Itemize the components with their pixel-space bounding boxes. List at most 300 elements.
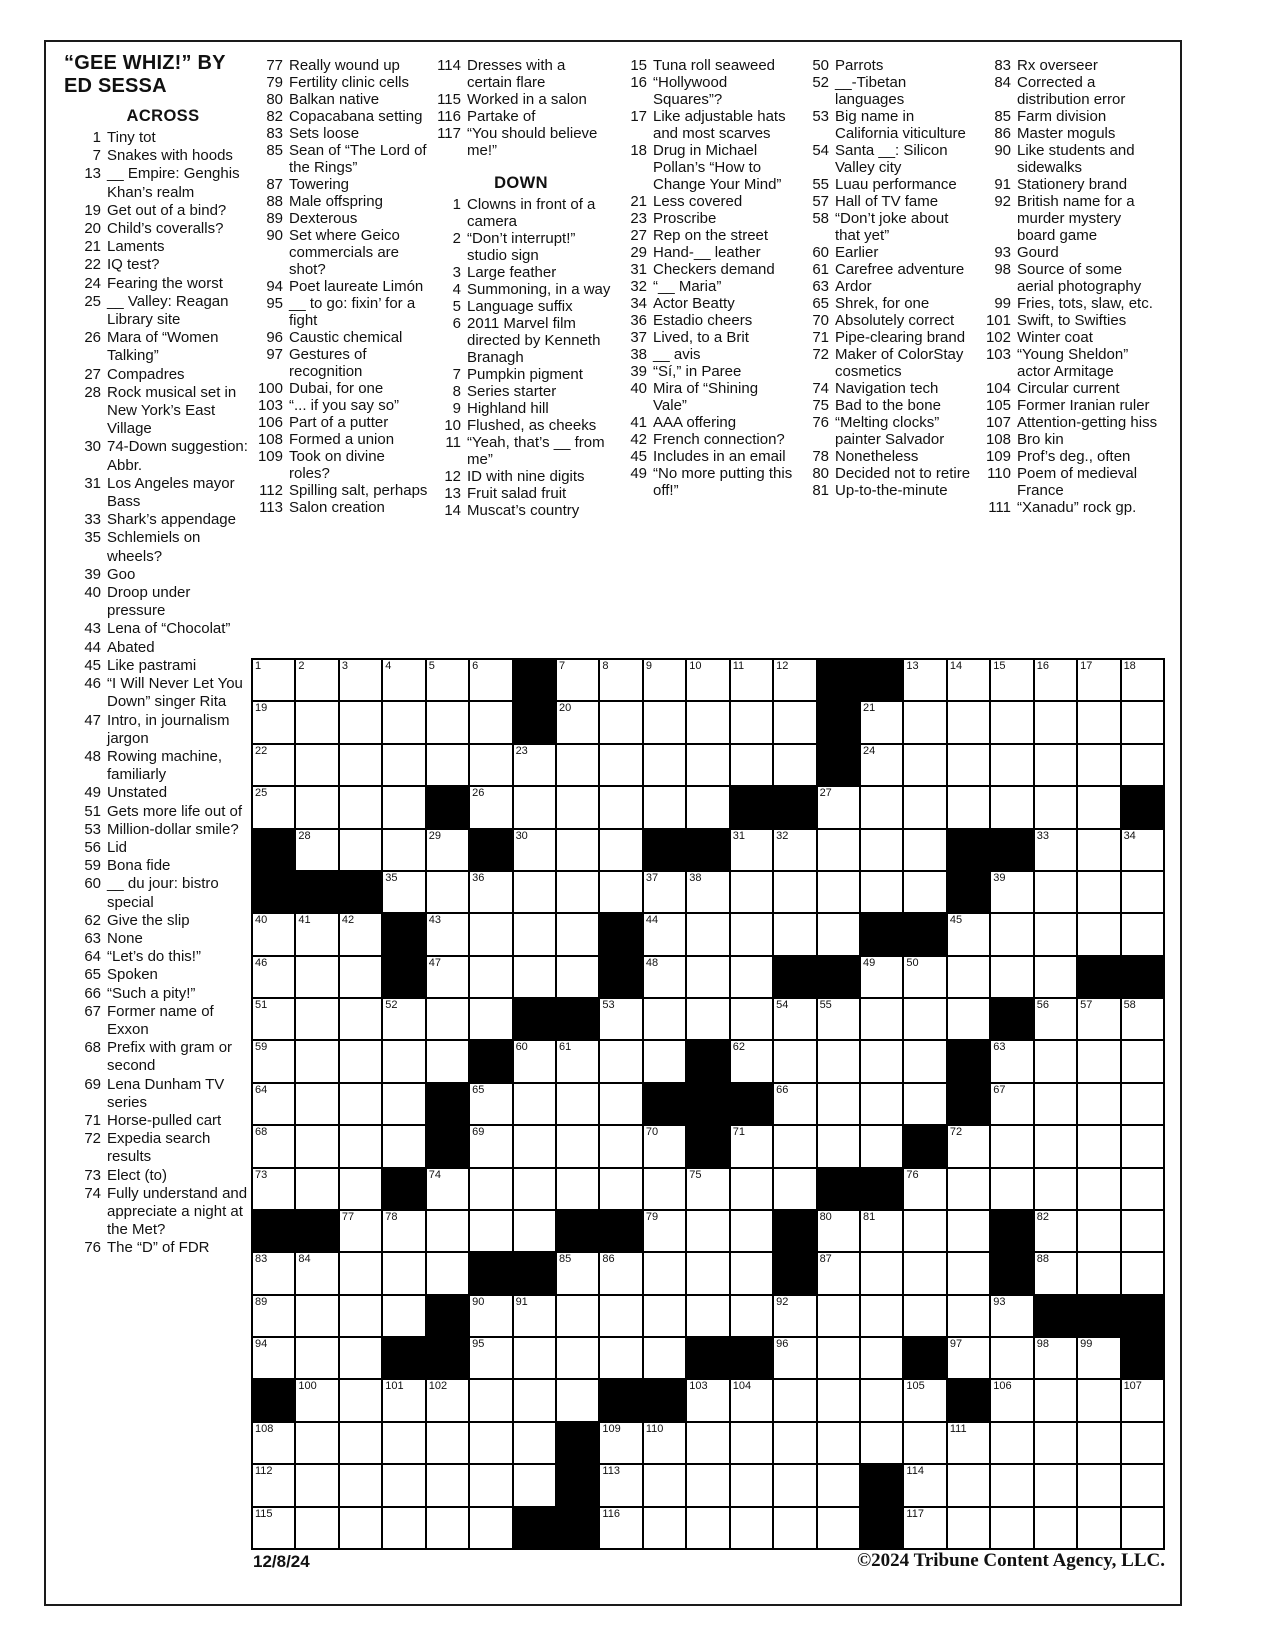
grid-cell[interactable] xyxy=(774,1296,815,1336)
grid-cell[interactable] xyxy=(948,660,989,700)
grid-cell[interactable] xyxy=(774,702,815,742)
grid-cell[interactable] xyxy=(1122,1465,1163,1505)
grid-cell[interactable] xyxy=(470,957,511,997)
grid-cell[interactable] xyxy=(904,1084,945,1124)
grid-cell[interactable] xyxy=(861,830,902,870)
grid-cell[interactable] xyxy=(470,1380,511,1420)
grid-cell[interactable] xyxy=(383,1423,424,1463)
grid-cell[interactable] xyxy=(861,1423,902,1463)
grid-cell[interactable] xyxy=(470,1423,511,1463)
grid-cell[interactable] xyxy=(427,999,468,1039)
grid-cell[interactable] xyxy=(774,1084,815,1124)
grid-cell[interactable] xyxy=(644,1211,685,1251)
grid-cell[interactable] xyxy=(904,1296,945,1336)
grid-cell[interactable] xyxy=(427,1508,468,1548)
grid-cell[interactable] xyxy=(731,914,772,954)
grid-cell[interactable] xyxy=(340,660,381,700)
grid-cell[interactable] xyxy=(644,1296,685,1336)
grid-cell[interactable] xyxy=(253,1169,294,1209)
grid-cell[interactable] xyxy=(383,1465,424,1505)
grid-cell[interactable] xyxy=(340,1084,381,1124)
grid-cell[interactable] xyxy=(296,1084,337,1124)
grid-cell[interactable] xyxy=(340,1465,381,1505)
grid-cell[interactable] xyxy=(1122,1508,1163,1548)
grid-cell[interactable] xyxy=(383,1126,424,1166)
grid-cell[interactable] xyxy=(861,1084,902,1124)
grid-cell[interactable] xyxy=(818,1423,859,1463)
grid-cell[interactable] xyxy=(514,1084,555,1124)
grid-cell[interactable] xyxy=(427,1380,468,1420)
grid-cell[interactable] xyxy=(340,1338,381,1378)
grid-cell[interactable] xyxy=(644,1041,685,1081)
grid-cell[interactable] xyxy=(687,702,728,742)
grid-cell[interactable] xyxy=(991,702,1032,742)
grid-cell[interactable] xyxy=(818,1296,859,1336)
grid-cell[interactable] xyxy=(774,914,815,954)
grid-cell[interactable] xyxy=(340,999,381,1039)
grid-cell[interactable] xyxy=(991,1169,1032,1209)
grid-cell[interactable] xyxy=(383,830,424,870)
grid-cell[interactable] xyxy=(861,1338,902,1378)
grid-cell[interactable] xyxy=(1035,1126,1076,1166)
grid-cell[interactable] xyxy=(991,1423,1032,1463)
grid-cell[interactable] xyxy=(818,914,859,954)
grid-cell[interactable] xyxy=(296,1508,337,1548)
grid-cell[interactable] xyxy=(1122,1423,1163,1463)
grid-cell[interactable] xyxy=(296,914,337,954)
grid-cell[interactable] xyxy=(1035,957,1076,997)
grid-cell[interactable] xyxy=(818,1508,859,1548)
grid-cell[interactable] xyxy=(296,745,337,785)
grid-cell[interactable] xyxy=(861,745,902,785)
grid-cell[interactable] xyxy=(861,1211,902,1251)
grid-cell[interactable] xyxy=(644,914,685,954)
grid-cell[interactable] xyxy=(340,1253,381,1293)
grid-cell[interactable] xyxy=(427,660,468,700)
grid-cell[interactable] xyxy=(296,1465,337,1505)
grid-cell[interactable] xyxy=(687,872,728,912)
grid-cell[interactable] xyxy=(861,1253,902,1293)
grid-cell[interactable] xyxy=(600,1169,641,1209)
grid-cell[interactable] xyxy=(1122,1169,1163,1209)
grid-cell[interactable] xyxy=(427,914,468,954)
grid-cell[interactable] xyxy=(991,914,1032,954)
grid-cell[interactable] xyxy=(774,1126,815,1166)
grid-cell[interactable] xyxy=(253,787,294,827)
grid-cell[interactable] xyxy=(818,999,859,1039)
grid-cell[interactable] xyxy=(991,1084,1032,1124)
grid-cell[interactable] xyxy=(1122,1084,1163,1124)
grid-cell[interactable] xyxy=(470,1296,511,1336)
grid-cell[interactable] xyxy=(1035,745,1076,785)
grid-cell[interactable] xyxy=(774,660,815,700)
grid-cell[interactable] xyxy=(731,1465,772,1505)
grid-cell[interactable] xyxy=(514,957,555,997)
grid-cell[interactable] xyxy=(470,1211,511,1251)
grid-cell[interactable] xyxy=(1078,660,1119,700)
grid-cell[interactable] xyxy=(383,1508,424,1548)
grid-cell[interactable] xyxy=(904,702,945,742)
grid-cell[interactable] xyxy=(731,1380,772,1420)
grid-cell[interactable] xyxy=(600,787,641,827)
grid-cell[interactable] xyxy=(644,745,685,785)
grid-cell[interactable] xyxy=(340,787,381,827)
grid-cell[interactable] xyxy=(687,1508,728,1548)
grid-cell[interactable] xyxy=(818,1338,859,1378)
grid-cell[interactable] xyxy=(340,830,381,870)
grid-cell[interactable] xyxy=(861,1126,902,1166)
grid-cell[interactable] xyxy=(600,999,641,1039)
grid-cell[interactable] xyxy=(644,957,685,997)
grid-cell[interactable] xyxy=(427,745,468,785)
grid-cell[interactable] xyxy=(904,660,945,700)
grid-cell[interactable] xyxy=(427,1423,468,1463)
grid-cell[interactable] xyxy=(557,1126,598,1166)
grid-cell[interactable] xyxy=(1122,660,1163,700)
grid-cell[interactable] xyxy=(383,1296,424,1336)
grid-cell[interactable] xyxy=(774,872,815,912)
grid-cell[interactable] xyxy=(644,1169,685,1209)
grid-cell[interactable] xyxy=(1035,1508,1076,1548)
grid-cell[interactable] xyxy=(774,1465,815,1505)
grid-cell[interactable] xyxy=(296,1041,337,1081)
grid-cell[interactable] xyxy=(1035,660,1076,700)
grid-cell[interactable] xyxy=(470,872,511,912)
grid-cell[interactable] xyxy=(774,1380,815,1420)
grid-cell[interactable] xyxy=(600,1126,641,1166)
grid-cell[interactable] xyxy=(948,1126,989,1166)
grid-cell[interactable] xyxy=(296,999,337,1039)
grid-cell[interactable] xyxy=(470,914,511,954)
grid-cell[interactable] xyxy=(514,1338,555,1378)
grid-cell[interactable] xyxy=(991,1296,1032,1336)
grid-cell[interactable] xyxy=(1122,999,1163,1039)
grid-cell[interactable] xyxy=(687,1465,728,1505)
grid-cell[interactable] xyxy=(253,1338,294,1378)
grid-cell[interactable] xyxy=(948,1253,989,1293)
grid-cell[interactable] xyxy=(514,1380,555,1420)
grid-cell[interactable] xyxy=(514,787,555,827)
grid-cell[interactable] xyxy=(731,1508,772,1548)
grid-cell[interactable] xyxy=(904,1169,945,1209)
grid-cell[interactable] xyxy=(600,702,641,742)
grid-cell[interactable] xyxy=(296,787,337,827)
grid-cell[interactable] xyxy=(818,787,859,827)
grid-cell[interactable] xyxy=(340,914,381,954)
grid-cell[interactable] xyxy=(731,1211,772,1251)
grid-cell[interactable] xyxy=(253,1465,294,1505)
grid-cell[interactable] xyxy=(557,1041,598,1081)
grid-cell[interactable] xyxy=(818,830,859,870)
grid-cell[interactable] xyxy=(904,1423,945,1463)
grid-cell[interactable] xyxy=(600,1296,641,1336)
grid-cell[interactable] xyxy=(1035,1041,1076,1081)
grid-cell[interactable] xyxy=(340,1126,381,1166)
grid-cell[interactable] xyxy=(948,914,989,954)
grid-cell[interactable] xyxy=(731,957,772,997)
grid-cell[interactable] xyxy=(644,787,685,827)
grid-cell[interactable] xyxy=(687,1253,728,1293)
grid-cell[interactable] xyxy=(774,1338,815,1378)
grid-cell[interactable] xyxy=(514,1126,555,1166)
grid-cell[interactable] xyxy=(427,702,468,742)
grid-cell[interactable] xyxy=(1035,1169,1076,1209)
grid-cell[interactable] xyxy=(1122,1041,1163,1081)
grid-cell[interactable] xyxy=(470,1169,511,1209)
grid-cell[interactable] xyxy=(470,999,511,1039)
grid-cell[interactable] xyxy=(644,1423,685,1463)
grid-cell[interactable] xyxy=(253,914,294,954)
grid-cell[interactable] xyxy=(383,1380,424,1420)
grid-cell[interactable] xyxy=(427,830,468,870)
grid-cell[interactable] xyxy=(340,957,381,997)
grid-cell[interactable] xyxy=(687,1296,728,1336)
grid-cell[interactable] xyxy=(1122,830,1163,870)
grid-cell[interactable] xyxy=(1035,787,1076,827)
grid-cell[interactable] xyxy=(340,1169,381,1209)
grid-cell[interactable] xyxy=(1078,1041,1119,1081)
grid-cell[interactable] xyxy=(1035,999,1076,1039)
grid-cell[interactable] xyxy=(340,702,381,742)
grid-cell[interactable] xyxy=(600,1423,641,1463)
grid-cell[interactable] xyxy=(557,702,598,742)
grid-cell[interactable] xyxy=(340,745,381,785)
grid-cell[interactable] xyxy=(253,1041,294,1081)
grid-cell[interactable] xyxy=(600,660,641,700)
grid-cell[interactable] xyxy=(1078,872,1119,912)
grid-cell[interactable] xyxy=(1035,872,1076,912)
grid-cell[interactable] xyxy=(557,1296,598,1336)
grid-cell[interactable] xyxy=(557,1338,598,1378)
grid-cell[interactable] xyxy=(557,660,598,700)
grid-cell[interactable] xyxy=(644,999,685,1039)
grid-cell[interactable] xyxy=(687,660,728,700)
grid-cell[interactable] xyxy=(687,999,728,1039)
grid-cell[interactable] xyxy=(904,1380,945,1420)
grid-cell[interactable] xyxy=(253,1084,294,1124)
grid-cell[interactable] xyxy=(253,1423,294,1463)
grid-cell[interactable] xyxy=(1035,914,1076,954)
grid-cell[interactable] xyxy=(948,1169,989,1209)
grid-cell[interactable] xyxy=(1122,1211,1163,1251)
grid-cell[interactable] xyxy=(253,1126,294,1166)
grid-cell[interactable] xyxy=(1035,1253,1076,1293)
grid-cell[interactable] xyxy=(514,1465,555,1505)
grid-cell[interactable] xyxy=(1122,1126,1163,1166)
grid-cell[interactable] xyxy=(904,872,945,912)
grid-cell[interactable] xyxy=(687,745,728,785)
grid-cell[interactable] xyxy=(600,1465,641,1505)
grid-cell[interactable] xyxy=(1122,872,1163,912)
grid-cell[interactable] xyxy=(427,1169,468,1209)
grid-cell[interactable] xyxy=(948,1508,989,1548)
grid-cell[interactable] xyxy=(383,702,424,742)
grid-cell[interactable] xyxy=(731,830,772,870)
grid-cell[interactable] xyxy=(774,999,815,1039)
grid-cell[interactable] xyxy=(861,999,902,1039)
grid-cell[interactable] xyxy=(1122,914,1163,954)
grid-cell[interactable] xyxy=(514,1296,555,1336)
grid-cell[interactable] xyxy=(687,957,728,997)
grid-cell[interactable] xyxy=(1078,830,1119,870)
grid-cell[interactable] xyxy=(296,702,337,742)
grid-cell[interactable] xyxy=(644,872,685,912)
grid-cell[interactable] xyxy=(514,914,555,954)
grid-cell[interactable] xyxy=(1035,1338,1076,1378)
grid-cell[interactable] xyxy=(1122,702,1163,742)
grid-cell[interactable] xyxy=(731,1126,772,1166)
grid-cell[interactable] xyxy=(470,1508,511,1548)
grid-cell[interactable] xyxy=(818,872,859,912)
grid-cell[interactable] xyxy=(861,787,902,827)
grid-cell[interactable] xyxy=(818,1126,859,1166)
grid-cell[interactable] xyxy=(861,1296,902,1336)
grid-cell[interactable] xyxy=(470,745,511,785)
grid-cell[interactable] xyxy=(1122,1380,1163,1420)
grid-cell[interactable] xyxy=(991,787,1032,827)
grid-cell[interactable] xyxy=(383,660,424,700)
grid-cell[interactable] xyxy=(557,830,598,870)
grid-cell[interactable] xyxy=(687,1169,728,1209)
grid-cell[interactable] xyxy=(818,1211,859,1251)
grid-cell[interactable] xyxy=(861,1380,902,1420)
grid-cell[interactable] xyxy=(687,1380,728,1420)
grid-cell[interactable] xyxy=(861,702,902,742)
grid-cell[interactable] xyxy=(1035,1211,1076,1251)
grid-cell[interactable] xyxy=(948,1211,989,1251)
grid-cell[interactable] xyxy=(253,745,294,785)
grid-cell[interactable] xyxy=(1035,1084,1076,1124)
grid-cell[interactable] xyxy=(948,1338,989,1378)
grid-cell[interactable] xyxy=(340,1296,381,1336)
grid-cell[interactable] xyxy=(774,1169,815,1209)
grid-cell[interactable] xyxy=(514,1169,555,1209)
grid-cell[interactable] xyxy=(514,830,555,870)
grid-cell[interactable] xyxy=(470,1465,511,1505)
grid-cell[interactable] xyxy=(296,1423,337,1463)
grid-cell[interactable] xyxy=(253,1508,294,1548)
grid-cell[interactable] xyxy=(600,1084,641,1124)
grid-cell[interactable] xyxy=(644,1338,685,1378)
grid-cell[interactable] xyxy=(557,1169,598,1209)
grid-cell[interactable] xyxy=(427,957,468,997)
grid-cell[interactable] xyxy=(731,702,772,742)
grid-cell[interactable] xyxy=(557,1253,598,1293)
grid-cell[interactable] xyxy=(383,872,424,912)
grid-cell[interactable] xyxy=(731,999,772,1039)
grid-cell[interactable] xyxy=(557,787,598,827)
grid-cell[interactable] xyxy=(731,1296,772,1336)
grid-cell[interactable] xyxy=(818,1380,859,1420)
grid-cell[interactable] xyxy=(991,1041,1032,1081)
grid-cell[interactable] xyxy=(948,702,989,742)
grid-cell[interactable] xyxy=(600,830,641,870)
grid-cell[interactable] xyxy=(904,1211,945,1251)
grid-cell[interactable] xyxy=(991,1380,1032,1420)
grid-cell[interactable] xyxy=(600,1508,641,1548)
grid-cell[interactable] xyxy=(818,1041,859,1081)
grid-cell[interactable] xyxy=(557,914,598,954)
grid-cell[interactable] xyxy=(253,1253,294,1293)
grid-cell[interactable] xyxy=(514,1423,555,1463)
grid-cell[interactable] xyxy=(383,1211,424,1251)
grid-cell[interactable] xyxy=(427,1465,468,1505)
grid-cell[interactable] xyxy=(296,1296,337,1336)
grid-cell[interactable] xyxy=(1078,1338,1119,1378)
grid-cell[interactable] xyxy=(991,1126,1032,1166)
grid-cell[interactable] xyxy=(904,745,945,785)
grid-cell[interactable] xyxy=(296,830,337,870)
grid-cell[interactable] xyxy=(731,1169,772,1209)
grid-cell[interactable] xyxy=(600,1041,641,1081)
grid-cell[interactable] xyxy=(644,702,685,742)
grid-cell[interactable] xyxy=(1078,1380,1119,1420)
grid-cell[interactable] xyxy=(514,872,555,912)
grid-cell[interactable] xyxy=(818,1465,859,1505)
grid-cell[interactable] xyxy=(774,830,815,870)
grid-cell[interactable] xyxy=(427,872,468,912)
grid-cell[interactable] xyxy=(644,1508,685,1548)
grid-cell[interactable] xyxy=(904,1465,945,1505)
grid-cell[interactable] xyxy=(340,1041,381,1081)
grid-cell[interactable] xyxy=(253,660,294,700)
grid-cell[interactable] xyxy=(948,1423,989,1463)
grid-cell[interactable] xyxy=(383,1041,424,1081)
grid-cell[interactable] xyxy=(948,1296,989,1336)
grid-cell[interactable] xyxy=(774,1423,815,1463)
grid-cell[interactable] xyxy=(1078,1423,1119,1463)
grid-cell[interactable] xyxy=(514,1211,555,1251)
grid-cell[interactable] xyxy=(1078,1508,1119,1548)
grid-cell[interactable] xyxy=(904,830,945,870)
grid-cell[interactable] xyxy=(557,957,598,997)
grid-cell[interactable] xyxy=(1035,830,1076,870)
grid-cell[interactable] xyxy=(296,957,337,997)
grid-cell[interactable] xyxy=(991,1338,1032,1378)
grid-cell[interactable] xyxy=(600,745,641,785)
grid-cell[interactable] xyxy=(948,1465,989,1505)
grid-cell[interactable] xyxy=(600,1253,641,1293)
grid-cell[interactable] xyxy=(1078,914,1119,954)
grid-cell[interactable] xyxy=(340,1211,381,1251)
grid-cell[interactable] xyxy=(1122,745,1163,785)
grid-cell[interactable] xyxy=(557,1084,598,1124)
grid-cell[interactable] xyxy=(861,1041,902,1081)
grid-cell[interactable] xyxy=(600,872,641,912)
grid-cell[interactable] xyxy=(644,1253,685,1293)
grid-cell[interactable] xyxy=(383,1084,424,1124)
grid-cell[interactable] xyxy=(687,787,728,827)
grid-cell[interactable] xyxy=(340,1508,381,1548)
grid-cell[interactable] xyxy=(948,957,989,997)
grid-cell[interactable] xyxy=(253,957,294,997)
grid-cell[interactable] xyxy=(470,1338,511,1378)
grid-cell[interactable] xyxy=(687,1211,728,1251)
grid-cell[interactable] xyxy=(731,745,772,785)
grid-cell[interactable] xyxy=(296,660,337,700)
grid-cell[interactable] xyxy=(1078,787,1119,827)
grid-cell[interactable] xyxy=(991,660,1032,700)
grid-cell[interactable] xyxy=(731,1253,772,1293)
grid-cell[interactable] xyxy=(253,702,294,742)
grid-cell[interactable] xyxy=(383,745,424,785)
grid-cell[interactable] xyxy=(427,1211,468,1251)
grid-cell[interactable] xyxy=(253,1296,294,1336)
grid-cell[interactable] xyxy=(1078,1169,1119,1209)
grid-cell[interactable] xyxy=(904,787,945,827)
grid-cell[interactable] xyxy=(731,1423,772,1463)
grid-cell[interactable] xyxy=(514,745,555,785)
